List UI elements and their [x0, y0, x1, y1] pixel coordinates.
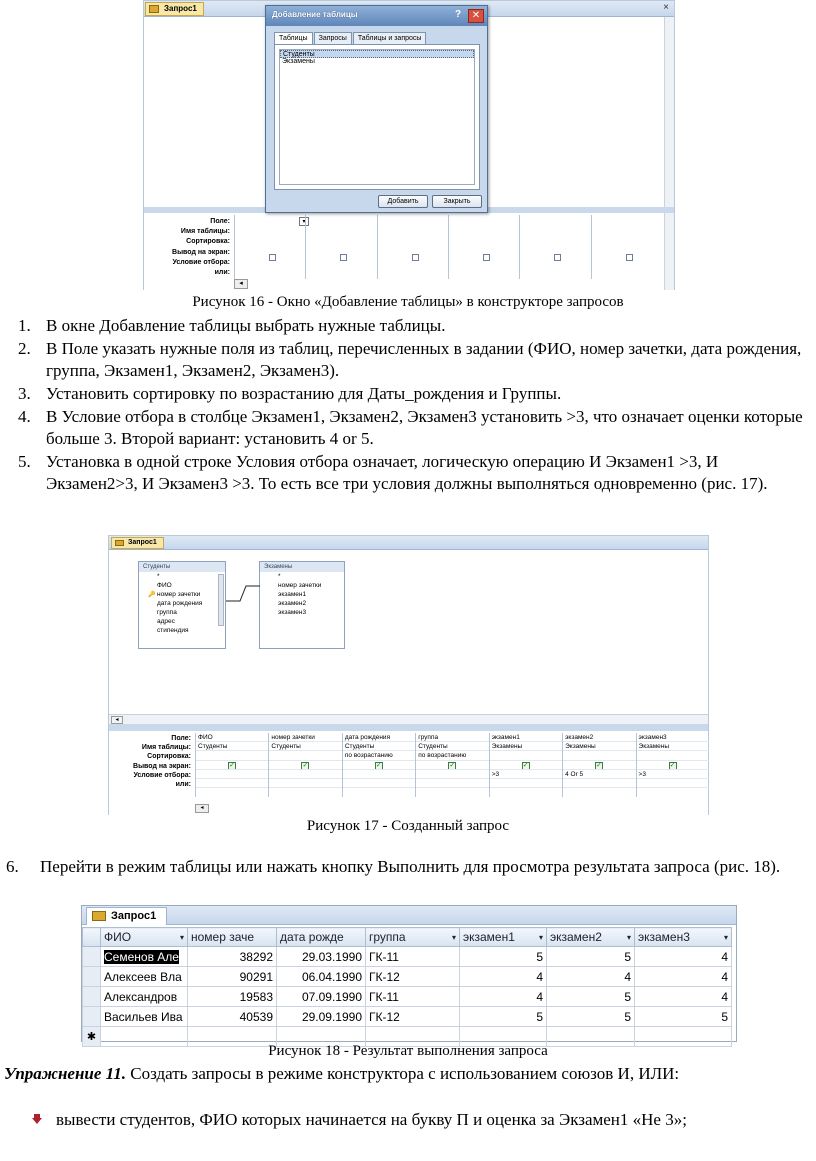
step-number: 5.: [18, 452, 31, 471]
row-label-field: Поле:: [210, 218, 230, 225]
table-cell[interactable]: 4: [635, 947, 732, 967]
table-cell[interactable]: 5: [547, 987, 635, 1007]
column-header-label: экзамен3: [638, 930, 690, 944]
show-checkbox[interactable]: [340, 254, 347, 261]
tab-tables[interactable]: Таблицы: [274, 32, 313, 44]
sort-cell[interactable]: [269, 751, 341, 760]
row-label-or: или:: [175, 781, 191, 789]
grid-column[interactable]: [415, 733, 488, 797]
design-grid: [109, 731, 708, 815]
cell-text: Семенов Але: [104, 949, 179, 964]
exams-table-box[interactable]: [259, 561, 345, 649]
table-cell[interactable]: 90291: [188, 967, 277, 987]
row-selector[interactable]: [83, 1007, 101, 1027]
or-cell[interactable]: [196, 779, 268, 788]
grid-column[interactable]: [489, 733, 562, 797]
table-cell[interactable]: Алексеев Вла: [101, 967, 188, 987]
exercise-label: Упражнение 11.: [4, 1064, 126, 1083]
table-cell[interactable]: Экзамены: [637, 742, 709, 751]
grid-vertical-scrollbar[interactable]: [664, 213, 674, 290]
field-item[interactable]: *: [157, 573, 160, 580]
table-cell[interactable]: 4: [547, 967, 635, 987]
step-number: 1.: [18, 316, 31, 335]
column-header[interactable]: [366, 928, 460, 947]
field-cell[interactable]: группа: [416, 733, 488, 742]
show-checkbox[interactable]: [269, 254, 276, 261]
or-cell[interactable]: [637, 779, 709, 788]
bullet-item: [32, 1109, 812, 1131]
row-label-sort: Сортировка:: [186, 238, 230, 246]
table-list[interactable]: [279, 49, 475, 185]
chevron-down-icon[interactable]: ▾: [451, 933, 456, 942]
row-label-show: Вывод на экран:: [172, 248, 230, 256]
field-item[interactable]: экзамен3: [278, 609, 307, 616]
table-cell[interactable]: 06.04.1990: [277, 967, 366, 987]
chevron-down-icon[interactable]: ▾: [299, 217, 309, 226]
sort-cell[interactable]: [490, 751, 562, 760]
tab-panel: [274, 44, 480, 190]
grid-column[interactable]: [305, 215, 376, 279]
dialog-title: Добавление таблицы: [272, 10, 358, 19]
dialog-tabs: [274, 32, 427, 44]
field-cell[interactable]: экзамен1: [490, 733, 562, 742]
show-checkbox[interactable]: [483, 254, 490, 261]
table-cell[interactable]: ГК-11: [366, 987, 460, 1007]
criteria-cell[interactable]: >3: [637, 770, 709, 779]
help-icon[interactable]: ?: [454, 9, 462, 20]
document-tab-strip: [82, 906, 736, 925]
sort-cell[interactable]: [637, 751, 709, 760]
show-cell[interactable]: [563, 761, 635, 770]
row-label-criteria: Условие отбора:: [172, 258, 230, 266]
query-tab[interactable]: [145, 2, 204, 16]
table-row[interactable]: [83, 947, 732, 967]
show-cell[interactable]: [343, 761, 415, 770]
criteria-cell[interactable]: [196, 770, 268, 779]
step-text: Перейти в режим таблицы или нажать кнопку Выполнить для просмотра результата запроса (рис. 18).: [40, 857, 781, 876]
list-item: [18, 406, 808, 450]
list-item: [6, 856, 796, 878]
show-cell[interactable]: [196, 761, 268, 770]
column-header-label: экзамен2: [550, 930, 602, 944]
table-cell[interactable]: ГК-11: [366, 947, 460, 967]
row-selector[interactable]: [83, 967, 101, 987]
or-cell[interactable]: [563, 779, 635, 788]
table-cell[interactable]: Студенты: [269, 742, 341, 751]
field-item[interactable]: группа: [157, 609, 177, 616]
chevron-down-icon[interactable]: ▾: [538, 933, 543, 942]
table-cell[interactable]: 4: [635, 987, 732, 1007]
list-item: [18, 383, 808, 405]
show-checkbox[interactable]: ✓: [596, 761, 603, 769]
table-cell[interactable]: Студенты: [343, 742, 415, 751]
grid-column[interactable]: [268, 733, 341, 797]
row-selector[interactable]: [83, 947, 101, 967]
table-cell[interactable]: Студенты: [416, 742, 488, 751]
query-tab[interactable]: [86, 907, 167, 925]
field-cell[interactable]: экзамен3: [637, 733, 709, 742]
key-icon: 🔑: [148, 592, 156, 598]
chevron-down-icon[interactable]: ▾: [723, 933, 728, 942]
grid-column[interactable]: [562, 733, 635, 797]
arrow-down-bullet-icon: [32, 1114, 42, 1124]
grid-column[interactable]: [519, 215, 590, 279]
field-item[interactable]: экзамен2: [278, 600, 307, 607]
column-header-label: ФИО: [104, 930, 132, 944]
tab-tables-and-queries[interactable]: Таблицы и запросы: [353, 32, 427, 44]
table-cell[interactable]: Студенты: [196, 742, 268, 751]
sort-cell[interactable]: по возрастанию: [416, 751, 488, 760]
table-cell[interactable]: Васильев Ива: [101, 1007, 188, 1027]
scroll-left-icon[interactable]: ◂: [234, 279, 248, 289]
table-cell[interactable]: 29.03.1990: [277, 947, 366, 967]
close-icon[interactable]: ✕: [468, 9, 484, 23]
column-header[interactable]: [460, 928, 547, 947]
or-cell[interactable]: [343, 779, 415, 788]
scroll-left-icon[interactable]: ◂: [111, 716, 123, 724]
row-label-criteria: Условие отбора:: [133, 771, 191, 779]
table-cell[interactable]: Экзамены: [563, 742, 635, 751]
step-6: [6, 856, 796, 879]
field-item[interactable]: *: [278, 573, 281, 580]
table-cell[interactable]: 29.09.1990: [277, 1007, 366, 1027]
criteria-cell[interactable]: >3: [490, 770, 562, 779]
column-header-label: дата рожде: [280, 930, 344, 944]
show-cell[interactable]: [490, 761, 562, 770]
step-text: В окне Добавление таблицы выбрать нужные таблицы.: [46, 316, 446, 335]
figure-17-created-query: [108, 535, 709, 815]
tab-queries[interactable]: Запросы: [314, 32, 352, 44]
grid-row-labels: [109, 734, 191, 789]
grid-column[interactable]: [448, 215, 519, 279]
criteria-cell[interactable]: [343, 770, 415, 779]
grid-column[interactable]: [342, 733, 415, 797]
column-header[interactable]: [188, 928, 277, 947]
show-checkbox[interactable]: ✓: [522, 761, 529, 769]
scroll-left-icon[interactable]: ◂: [195, 804, 209, 813]
row-label-table: Имя таблицы:: [141, 744, 191, 752]
field-item[interactable]: ФИО: [157, 582, 172, 589]
step-number: 6.: [6, 857, 19, 876]
column-header-label: группа: [369, 930, 406, 944]
table-cell[interactable]: 38292: [188, 947, 277, 967]
field-item[interactable]: экзамен1: [278, 591, 307, 598]
field-cell[interactable]: номер зачетки: [269, 733, 341, 742]
grid-columns: [195, 733, 709, 797]
field-cell[interactable]: ФИО: [196, 733, 268, 742]
relationship-line: [226, 576, 260, 606]
show-checkbox[interactable]: [554, 254, 561, 261]
table-cell[interactable]: Экзамены: [490, 742, 562, 751]
list-item: [18, 338, 808, 382]
field-item[interactable]: адрес: [157, 618, 175, 625]
step-text: В Условие отбора в столбце Экзамен1, Экзамен2, Экзамен3 установить >3, что означает оценки которые больше 3. Второй вариант: установить 4 or 5.: [46, 407, 803, 448]
pane-splitter[interactable]: [109, 724, 708, 731]
list-item: [18, 451, 808, 495]
field-cell[interactable]: экзамен2: [563, 733, 635, 742]
table-row[interactable]: [83, 987, 732, 1007]
query-tab-label: Запрос1: [111, 910, 157, 922]
column-header[interactable]: [547, 928, 635, 947]
row-label-table: Имя таблицы:: [180, 228, 230, 236]
row-label-or: или:: [214, 269, 230, 277]
table-cell[interactable]: 4: [460, 967, 547, 987]
show-checkbox[interactable]: [412, 254, 419, 261]
grid-column[interactable]: [591, 215, 662, 279]
show-checkbox[interactable]: [626, 254, 633, 261]
students-table-title: Студенты: [139, 562, 225, 572]
criteria-cell[interactable]: [269, 770, 341, 779]
field-label: номер зачетки: [157, 591, 201, 598]
table-cell[interactable]: 4: [460, 987, 547, 1007]
figure-18-query-result: [81, 905, 737, 1042]
show-checkbox[interactable]: ✓: [375, 761, 382, 769]
list-item: [18, 315, 808, 337]
grid-column[interactable]: [636, 733, 709, 797]
table-cell[interactable]: 19583: [188, 987, 277, 1007]
column-header-label: экзамен1: [463, 930, 515, 944]
close-button[interactable]: Закрыть: [432, 195, 482, 208]
row-selector[interactable]: [83, 987, 101, 1007]
table-cell[interactable]: ГК-12: [366, 967, 460, 987]
query-icon: [92, 911, 106, 921]
query-tab[interactable]: [111, 537, 164, 549]
exercise-paragraph: [4, 1063, 812, 1084]
step-number: 3.: [18, 384, 31, 403]
field-item[interactable]: [139, 590, 225, 599]
list-item[interactable]: Студенты: [280, 50, 474, 58]
or-cell[interactable]: [269, 779, 341, 788]
grid-column[interactable]: [234, 215, 305, 279]
step-text: Установить сортировку по возрастанию для Даты_рождения и Группы.: [46, 384, 562, 403]
list-item[interactable]: Экзамены: [282, 58, 315, 65]
table-row[interactable]: [83, 967, 732, 987]
table-cell[interactable]: 5: [547, 947, 635, 967]
step-number: 4.: [18, 407, 31, 426]
query-icon: [149, 5, 159, 13]
column-header[interactable]: [635, 928, 732, 947]
field-cell[interactable]: дата рождения: [343, 733, 415, 742]
show-cell[interactable]: [637, 761, 709, 770]
new-record-icon[interactable]: ✱: [83, 1027, 101, 1047]
query-tab-label: Запрос1: [164, 4, 197, 13]
table-cell[interactable]: 5: [460, 947, 547, 967]
exercise-text: Создать запросы в режиме конструктора с использованием союзов И, ИЛИ:: [130, 1064, 680, 1083]
add-table-dialog: [265, 5, 488, 213]
field-item[interactable]: номер зачетки: [278, 582, 322, 589]
bullet-text: вывести студентов, ФИО которых начинается на букву П и оценка за Экзамен1 «Не 3»;: [56, 1110, 687, 1129]
field-item[interactable]: дата рождения: [157, 600, 203, 607]
sort-cell[interactable]: [563, 751, 635, 760]
field-item[interactable]: стипендия: [157, 627, 189, 634]
grid-column[interactable]: [377, 215, 448, 279]
step-text: В Поле указать нужные поля из таблиц, перечисленных в задании (ФИО, номер зачетки, дата рождения, группа, Экзамен1, Экзамен2, Экзамен3).: [46, 339, 802, 380]
or-cell[interactable]: [416, 779, 488, 788]
students-table-box[interactable]: [138, 561, 226, 649]
step-number: 2.: [18, 339, 31, 358]
show-cell[interactable]: [416, 761, 488, 770]
table-cell[interactable]: Александров: [101, 987, 188, 1007]
query-icon: [115, 540, 124, 546]
column-header[interactable]: [101, 928, 188, 947]
chevron-down-icon[interactable]: ▾: [179, 933, 184, 942]
close-icon[interactable]: ×: [663, 2, 669, 13]
table-row[interactable]: [83, 1007, 732, 1027]
show-cell[interactable]: [269, 761, 341, 770]
row-label-sort: Сортировка:: [147, 753, 191, 761]
select-all-corner[interactable]: [83, 928, 101, 947]
document-tab-strip: [109, 536, 708, 550]
row-label-field: Поле:: [171, 735, 191, 742]
table-scrollbar[interactable]: [218, 574, 224, 626]
table-cell[interactable]: 5: [547, 1007, 635, 1027]
figure-18-caption: Рисунок 18 - Результат выполнения запроса: [268, 1043, 548, 1059]
step-text: Установка в одной строке Условия отбора означает, логическую операцию И Экзамен1 >3, И Экзамен2>3, И Экзамен3 >3. То есть все три условия должны выполняться одновременно (рис. 17).: [46, 452, 768, 493]
chevron-down-icon[interactable]: ▾: [626, 933, 631, 942]
figure-16-caption: Рисунок 16 - Окно «Добавление таблицы» в конструкторе запросов: [192, 294, 624, 310]
table-cell[interactable]: 40539: [188, 1007, 277, 1027]
show-checkbox[interactable]: ✓: [302, 761, 309, 769]
criteria-cell[interactable]: [416, 770, 488, 779]
table-cell[interactable]: [101, 947, 188, 967]
sort-cell[interactable]: по возрастанию: [343, 751, 415, 760]
column-header-label: номер заче: [191, 930, 255, 944]
query-tab-label: Запрос1: [128, 539, 157, 546]
result-datasheet: [82, 927, 732, 1047]
table-cell[interactable]: 07.09.1990: [277, 987, 366, 1007]
figure-17-caption: Рисунок 17 - Созданный запрос: [306, 818, 510, 834]
show-checkbox[interactable]: ✓: [449, 761, 456, 769]
table-cell[interactable]: 4: [635, 967, 732, 987]
horizontal-scrollbar[interactable]: [109, 714, 708, 724]
criteria-cell[interactable]: 4 Or 5: [563, 770, 635, 779]
table-cell[interactable]: 5: [460, 1007, 547, 1027]
add-button[interactable]: Добавить: [378, 195, 428, 208]
design-grid: [144, 213, 674, 290]
steps-list: [18, 315, 808, 496]
exams-table-title: Экзамены: [260, 562, 344, 572]
table-cell[interactable]: 5: [635, 1007, 732, 1027]
column-header[interactable]: [277, 928, 366, 947]
sort-cell[interactable]: [196, 751, 268, 760]
row-label-show: Вывод на экран:: [133, 762, 191, 770]
or-cell[interactable]: [490, 779, 562, 788]
grid-columns: [234, 215, 662, 279]
show-checkbox[interactable]: ✓: [669, 761, 676, 769]
grid-column[interactable]: [195, 733, 268, 797]
vertical-scrollbar[interactable]: [664, 17, 674, 207]
show-checkbox[interactable]: ✓: [229, 761, 235, 769]
table-cell[interactable]: ГК-12: [366, 1007, 460, 1027]
grid-row-labels: [144, 217, 230, 278]
